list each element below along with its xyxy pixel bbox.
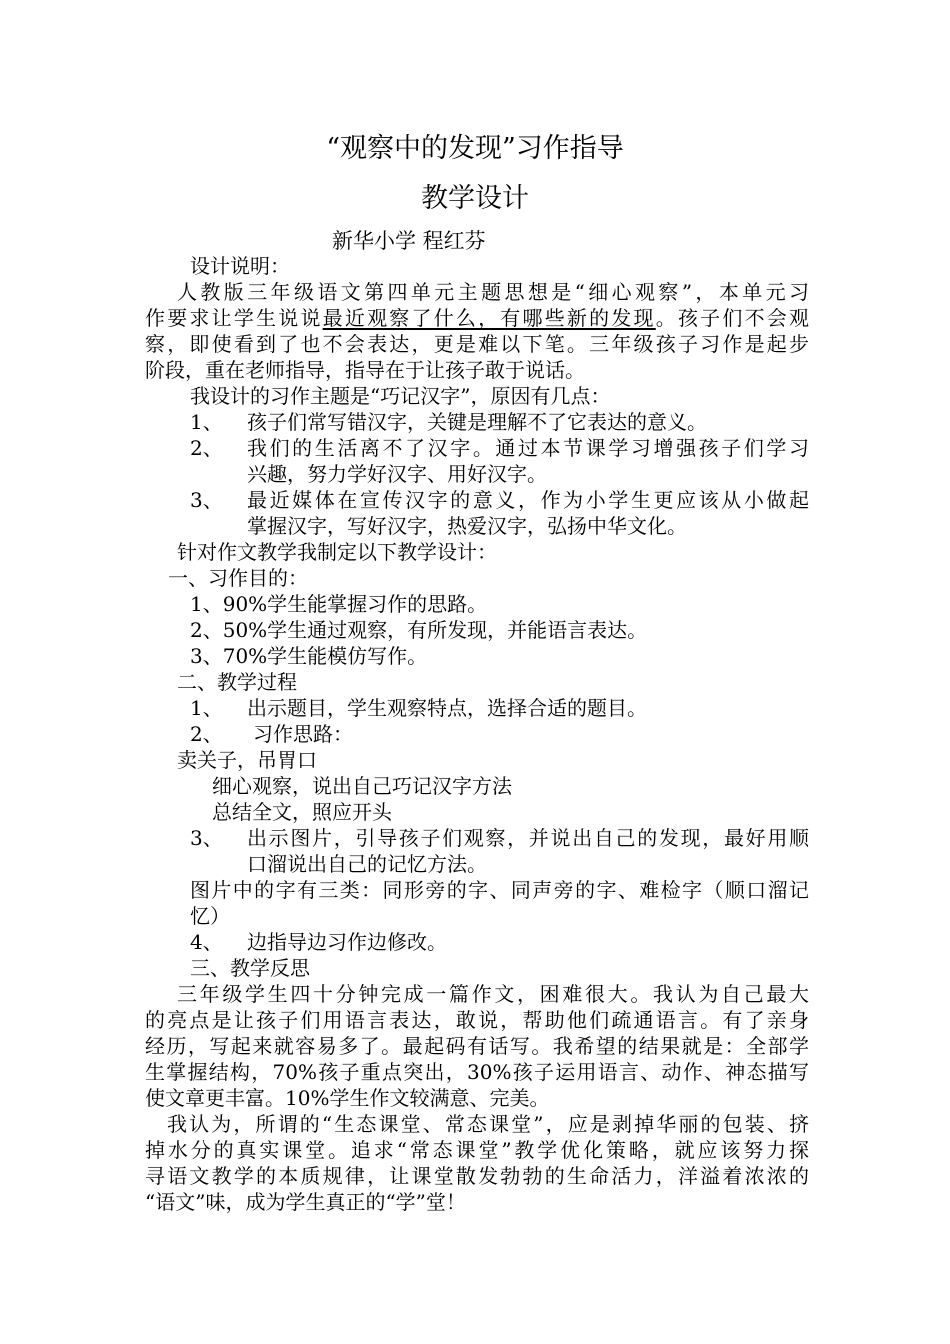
intro-p1-line3: 察，即使看到了也不会表达，更是难以下笔。三年级孩子习作是起步 (145, 332, 809, 356)
reason-2-num: 2、 (190, 436, 223, 460)
picture-note-line1: 图片中的字有三类：同形旁的字、同声旁的字、难检字（顺口溜记 (190, 878, 809, 902)
reason-1-num: 1、 (190, 410, 223, 434)
step3-text-line1: 出示图片，引导孩子们观察，并说出自己的发现，最好用顺 (247, 826, 809, 850)
underlined-phrase: 最近观察了什么，有哪些新的发现 (322, 306, 656, 330)
intro-p2: 我设计的习作主题是“巧记汉字”，原因有几点： (190, 384, 611, 408)
doc-subtitle: 教学设计 (421, 183, 529, 214)
section1-item-3: 3、70%学生能模仿写作。 (190, 644, 428, 668)
reflection-p2-line2: 掉水分的真实课堂。追求“常态课堂”教学优化策略，就应该努力探 (145, 1138, 809, 1162)
design-intro: 针对作文教学我制定以下教学设计： (177, 540, 497, 564)
section3-heading: 三、教学反思 (190, 956, 310, 980)
reflection-p1-line3: 经历，写起来就容易多了。最起码有话写。我希望的结果就是：全部学 (145, 1034, 809, 1058)
reflection-p2-line1: 我认为，所谓的“生态课堂、常态课堂”，应是剥掉华丽的包装、挤 (167, 1112, 809, 1136)
outline-item-1: 卖关子，吊胃口 (177, 748, 317, 772)
reason-3-text-line1: 最近媒体在宣传汉字的意义，作为小学生更应该从小做起 (247, 488, 809, 512)
reason-3-text-line2: 掌握汉字，写好汉字，热爱汉字，弘扬中华文化。 (247, 514, 687, 538)
outline-item-3: 总结全文，照应开头 (212, 800, 392, 824)
section1-item-2: 2、50%学生通过观察，有所发现，并能语言表达。 (190, 618, 648, 642)
step2-num: 2、 (190, 722, 223, 746)
reason-3-num: 3、 (190, 488, 223, 512)
section2-heading: 二、教学过程 (177, 670, 297, 694)
author-line: 新华小学 程红芬 (332, 229, 486, 253)
intro-p1-line4: 阶段，重在老师指导，指导在于让孩子敢于说话。 (145, 358, 585, 382)
step4-text: 边指导边习作边修改。 (247, 930, 447, 954)
step1-num: 1、 (190, 696, 223, 720)
step3-num: 3、 (190, 826, 223, 850)
step4-num: 4、 (190, 930, 223, 954)
reason-1-text: 孩子们常写错汉字，关键是理解不了它表达的意义。 (247, 410, 707, 434)
reflection-p2-line4: “语文”味，成为学生真正的“学”堂！ (145, 1190, 466, 1214)
reflection-p2-line3: 寻语文教学的本质规律，让课堂散发勃勃的生命活力，洋溢着浓浓的 (145, 1164, 809, 1188)
section1-heading: 一、习作目的： (168, 566, 308, 590)
doc-title: “观察中的发现”习作指导 (326, 133, 624, 164)
reason-2-text-line1: 我们的生活离不了汉字。通过本节课学习增强孩子们学习 (247, 436, 809, 460)
reason-2-text-line2: 兴趣，努力学好汉字、用好汉字。 (247, 462, 547, 486)
reflection-p1-line2: 的亮点是让孩子们用语言表达，敢说，帮助他们疏通语言。有了亲身 (145, 1008, 809, 1032)
design-note-heading: 设计说明： (190, 254, 290, 278)
reflection-p1-line5: 使文章更丰富。10%学生作文较满意、完美。 (145, 1086, 550, 1110)
step3-text-line2: 口溜说出自己的记忆方法。 (247, 852, 487, 876)
reflection-p1-line1: 三年级学生四十分钟完成一篇作文，困难很大。我认为自己最大 (177, 982, 809, 1006)
outline-item-2: 细心观察，说出自己巧记汉字方法 (212, 774, 512, 798)
intro-p1-line2: 作要求让学生说说最近观察了什么，有哪些新的发现。孩子们不会观 (145, 306, 810, 330)
picture-note-line2: 忆） (190, 904, 230, 928)
step1-text: 出示题目，学生观察特点，选择合适的题目。 (247, 696, 647, 720)
step2-text: 习作思路： (253, 722, 353, 746)
intro-p1-line1: 人教版三年级语文第四单元主题思想是“细心观察”，本单元习 (177, 280, 809, 304)
section1-item-1: 1、90%学生能掌握习作的思路。 (190, 592, 488, 616)
reflection-p1-line4: 生掌握结构，70%孩子重点突出，30%孩子运用语言、动作、神态描写 (145, 1060, 809, 1084)
